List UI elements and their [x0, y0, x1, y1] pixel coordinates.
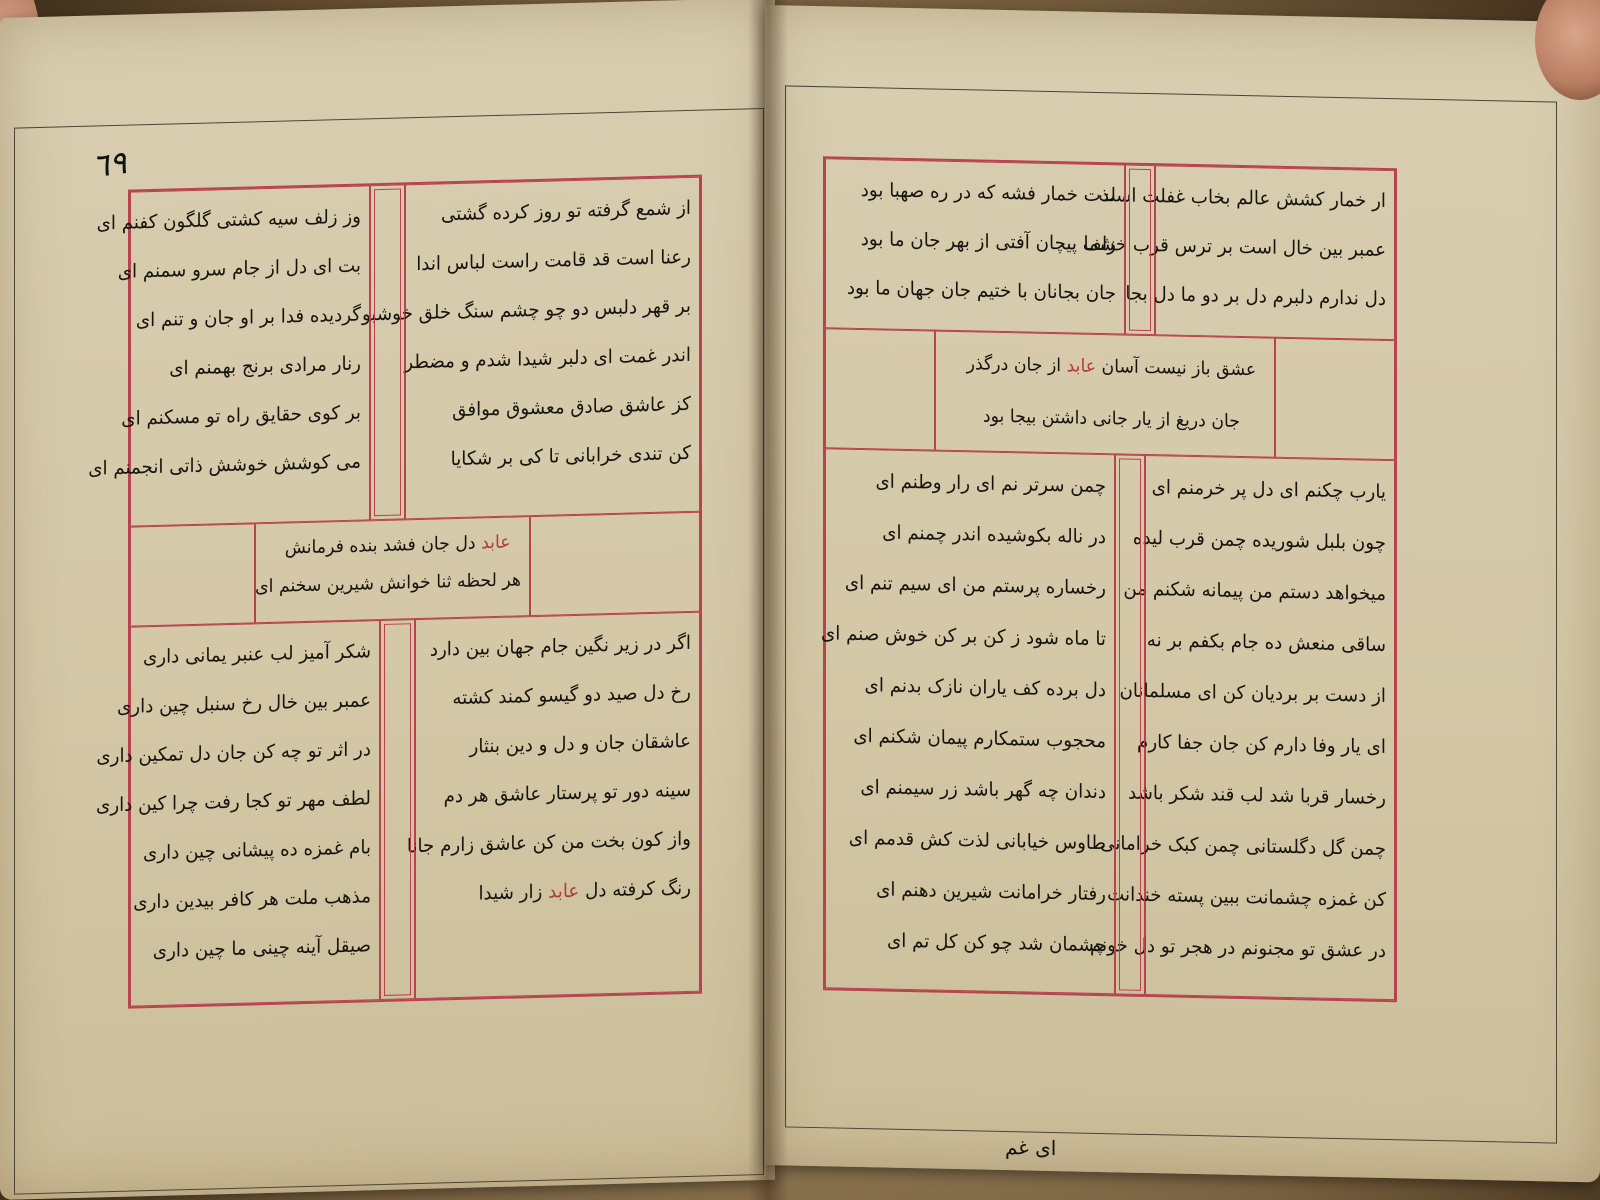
left-top-right-verses [361, 184, 691, 485]
left-ruled-grid [88, 175, 702, 1009]
verse-line: چون بلبل شوریده چمن قرب لیده [1132, 526, 1386, 555]
right-top-right-cell [1083, 165, 1395, 340]
verse-line: کز عاشق صادق معشوق موافق [452, 392, 691, 422]
verse-line: عاشقان جان و دل و دین بنثار [469, 729, 691, 758]
left-bottom-right-cell [406, 612, 700, 999]
verse-line: اگر در زیر نگین جام جهان بین دارد [429, 631, 691, 661]
verse-line: عابد دل جان فشد بنده فرمانش [284, 531, 511, 559]
verse-line: بام غمزه ده پیشانی چین داری [143, 836, 371, 865]
poet-name: عابد [548, 879, 580, 903]
left-top-divider [370, 184, 405, 520]
poet-name: عابد [481, 531, 511, 554]
verse-line: چمن سرتر نم ای رار وطنم ای [875, 470, 1106, 498]
verse-line: مذهب ملت هر کافر بیدین داری [133, 885, 371, 914]
left-top-left-cell [88, 185, 370, 526]
verse-line: شکر آمیز لب عنبر یمانی داری [143, 640, 371, 669]
verse-line: سینه دور تو پرستار عاشق هر دم [443, 778, 691, 808]
verse-line: ساقی منعش ده جام بکفم بر نه [1146, 628, 1386, 657]
left-bottom-divider [380, 619, 415, 1000]
verse-line: ار خمار کشش عالم بخاب غفلت است [1098, 183, 1386, 213]
left-top-right-cell [361, 177, 700, 520]
verse-line: می کوشش خوشش ذاتی انجمنم ای [88, 450, 361, 480]
verse-line: کن تندی خرابانی تا کی بر شکایا [450, 441, 691, 471]
verse-line: کن غمزه چشمانت ببین پسته خندانت [1107, 883, 1386, 912]
verse-line: بر کوی حقایق راه تو مسکنم ای [121, 401, 361, 430]
right-page [765, 5, 1600, 1182]
right-middle-left-empty [825, 328, 935, 450]
verse-line: گردیده فدا بر او جان و تنم ای [135, 303, 361, 332]
left-page [0, 0, 775, 1200]
verse-line: بر قهر دلبس دو چو چشم سنگ خلق خوشبو [361, 294, 691, 326]
verse-line: صیقل آینه چینی ما چین داری [152, 934, 371, 962]
verse-line: زلف پیچان آفتی از بهر جان ما بود [860, 228, 1116, 256]
verse-line: رخ دل صید دو گیسو کمند کشته [452, 680, 691, 710]
right-bottom-divider [1115, 454, 1145, 995]
verse-line: میخواهد دستم من پیمانه شکنم من [1123, 577, 1386, 606]
verse-line: عمبر بین خال است بر ترس قرب خشما [1083, 232, 1386, 262]
verse-line: جان بجانان با ختیم جان جهان ما بود [846, 276, 1116, 305]
right-middle-verse-cell [935, 331, 1275, 458]
verse-line: واز کون بخت من کن عاشق زارم جانا [406, 827, 691, 858]
verse-line: وز زلف سیه کشتی گلگون کفنم ای [96, 205, 361, 235]
verse-line: در عشق تو مجنونم در هجر تو دل خونم [1089, 933, 1386, 963]
verse-line: عشق باز نیست آسان عابد از جان درگذر [966, 353, 1257, 381]
verse-line: هر لحظه ثنا خوانش شیرین سخنم ای [255, 569, 521, 598]
verse-line: از شمع گرفته تو روز کرده گشتی [441, 196, 691, 226]
verse-line: رنار مرادی برنج بهمنم ای [169, 352, 361, 380]
verse-line: در ناله بکوشیده اندر چمنم ای [882, 521, 1106, 549]
verse-line: لطف مهر تو کجا رفت چرا کین داری [96, 787, 372, 817]
left-bottom-left-cell [96, 620, 380, 1007]
verse-line: جان دریغ از یار جانی داشتن بیجا بود [982, 405, 1240, 432]
verse-line: لذت خمار فشه که در ره صهبا بود [860, 179, 1116, 207]
verse-line: رخسار قربا شد لب قند شکر باشد [1128, 781, 1386, 810]
verse-line: رفتار خرامانت شیرین دهنم ای [876, 878, 1106, 906]
right-ruled-grid [820, 156, 1397, 1002]
verse-line: تا ماه شود ز کن بر کن خوش صنم ای [820, 622, 1106, 651]
verse-line: دل برده کف یاران نازک بدنم ای [864, 674, 1106, 702]
verse-line: چشمان شد چو کن کل تم ای [886, 929, 1106, 957]
right-top-divider [1125, 165, 1155, 336]
verse-line: چمن گل دگلستانی چمن کبک خرامانی [1100, 832, 1386, 861]
catchword: ای غم [1005, 1135, 1057, 1161]
left-middle-right-empty [530, 512, 700, 616]
poet-name: عابد [1066, 355, 1097, 377]
verse-line: دندان چه گهر باشد زر سیمنم ای [860, 775, 1106, 804]
verse-line: رعنا است قد قامت راست لباس اندا [416, 245, 691, 276]
right-middle-right-empty [1275, 338, 1395, 461]
book-gutter [748, 0, 788, 1200]
folio-number: ٦٩ [90, 143, 129, 186]
verse-line: یارب چکنم ای دل پر خرمنم ای [1151, 476, 1386, 504]
right-top-left-cell [825, 158, 1125, 334]
verse-line: عمبر بین خال رخ سنبل چین داری [117, 689, 371, 718]
verse-line: در اثر تو چه کن جان دل تمکین داری [96, 738, 371, 768]
verse-line: ای یار وفا دارم کن جان جفا کارم [1137, 730, 1386, 759]
verse-line: دل ندارم دلبرم دل بر دو ما دل بجا [1125, 282, 1386, 311]
left-middle-left-empty [130, 523, 255, 626]
verse-line: طاوس خیابانی لذت کش قدمم ای [848, 826, 1106, 855]
verse-line: رنگ کرفته دل عابد زار شیدا [478, 876, 691, 905]
verse-line: رخساره پرستم من ای سیم تنم ای [844, 571, 1106, 600]
verse-line: از دست بر بردیان کن ای مسلمانان [1119, 679, 1386, 708]
left-middle-verse-cell [255, 516, 530, 623]
verse-line: اندر غمت ای دلبر شیدا شدم و مضطر [404, 343, 691, 374]
right-bottom-left-cell [820, 448, 1115, 994]
verse-line: بت ای دل از جام سرو سمنم ای [117, 254, 361, 283]
verse-line: محجوب ستمکارم پیمان شکنم ای [853, 724, 1106, 753]
right-bottom-right-cell [1089, 455, 1395, 1000]
